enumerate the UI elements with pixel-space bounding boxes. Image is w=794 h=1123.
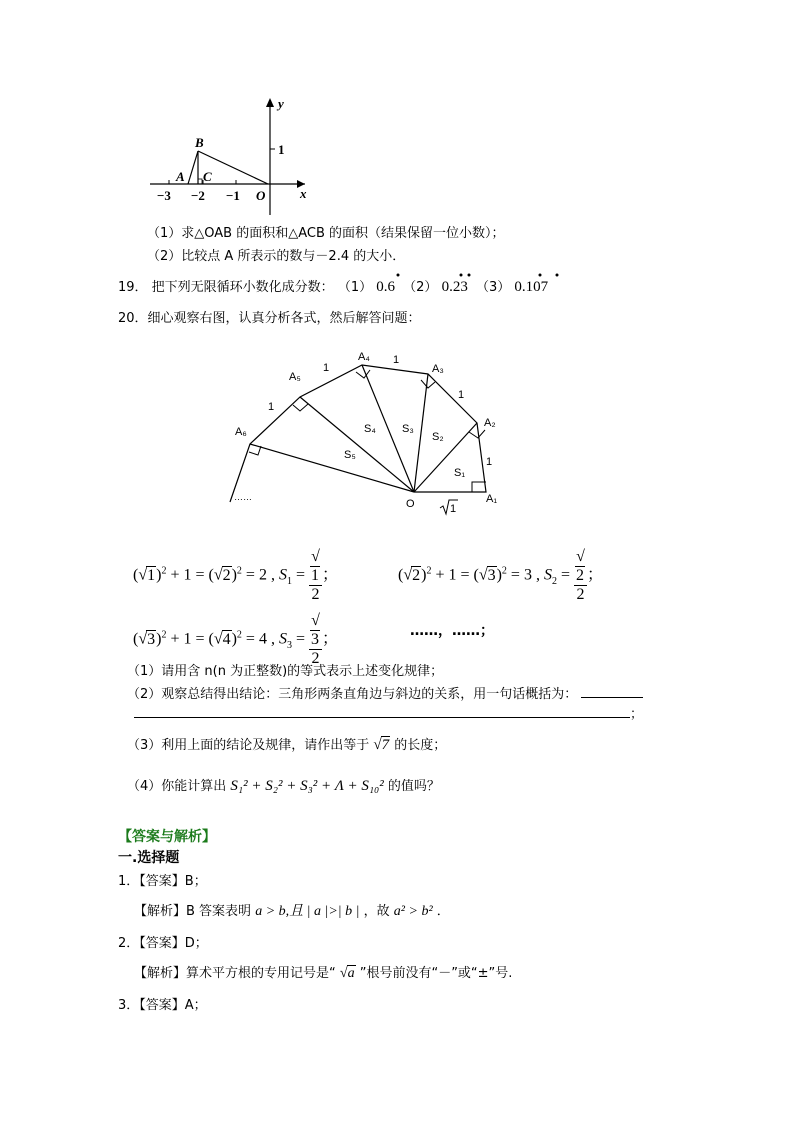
answers-heading: 【答案与解析】 [118, 829, 216, 845]
label-origin: O [406, 498, 415, 510]
label-a2: A₂ [484, 417, 496, 429]
x-tick-label-m1: −1 [226, 188, 240, 203]
answer-blank-2[interactable] [134, 717, 630, 718]
section-title: 一.选择题 [118, 850, 180, 866]
label-s3: S₃ [402, 423, 414, 435]
right-angle-a6 [249, 446, 261, 455]
answer-3: 3．【答案】A； [118, 998, 207, 1013]
spiral-outline [230, 365, 486, 502]
label-s5: S₅ [344, 449, 356, 461]
point-c-label: C [203, 169, 212, 184]
spoke-oa6 [250, 444, 414, 492]
answer-1: 1．【答案】B； [118, 874, 207, 889]
repeating-dots [0, 270, 794, 310]
q19-part1-label: （1） [337, 280, 373, 295]
equation-1: $(√1)^2 + 1 = (√2)^2 = 2$ , $S_1$ = √ 1 2 ； [133, 548, 338, 603]
explanation-2: 【解析】算术平方根的专用记号是“ √a ”根号前没有“－”或“±”号. [134, 966, 513, 981]
label-a3: A₃ [432, 363, 444, 375]
right-angle-mark-c [198, 179, 202, 184]
label-one-a4a5: 1 [323, 362, 330, 374]
q18-sub1: （1）求△OAB 的面积和△ACB 的面积（结果保留一位小数）； [147, 226, 505, 241]
label-a5: A₅ [289, 371, 301, 383]
equation-2: $(√2)^2 + 1 = (√3)^2 = 3$ , $S_2$ = √ 2 2 ； [398, 548, 603, 603]
spoke-oa3 [414, 374, 428, 492]
x-axis-label: x [300, 186, 307, 201]
right-angle-a4 [356, 370, 370, 378]
right-angle-a3 [421, 380, 435, 388]
q19-value-1: 0.6 [376, 279, 395, 295]
q20-sub2-line2: ； [134, 703, 643, 722]
segment-ab [188, 151, 198, 184]
q20-sub1: （1）请用含 n(n 为正整数)的等式表示上述变化规律； [127, 664, 444, 679]
label-s1: S₁ [454, 467, 466, 479]
q20-sub3: （3）利用上面的结论及规律，请作出等于 √7 的长度； [127, 737, 447, 753]
label-a6: A₆ [235, 426, 247, 438]
answer-blank-1[interactable] [581, 697, 643, 698]
label-one-a5a6: 1 [268, 401, 275, 413]
label-a4: A₄ [358, 351, 370, 363]
label-s4: S₄ [364, 423, 376, 435]
label-sqrt-one: 1 [450, 503, 457, 515]
q20-text: 20．细心观察右图，认真分析各式，然后解答问题： [118, 311, 421, 326]
spoke-oa5 [300, 397, 414, 492]
label-s2: S₂ [432, 431, 444, 443]
spoke-oa2 [414, 423, 477, 492]
right-angle-a5 [293, 404, 308, 411]
q19-value-3: 0.107 [514, 279, 549, 295]
label-one-a2a3: 1 [458, 389, 465, 401]
equation-3: $(√3)^2 + 1 = (√4)^2 = 4$ , $S_3$ = √ 3 2 ； [133, 612, 338, 667]
y-arrowhead [266, 98, 274, 107]
label-dots: …… [234, 492, 252, 502]
origin-label: O [256, 188, 266, 203]
label-a1: A₁ [486, 493, 498, 505]
y-axis-label: y [278, 96, 284, 111]
q18-sub2: （2）比较点 A 所表示的数与－2.4 的大小． [147, 249, 406, 264]
right-angle-a2 [469, 430, 485, 438]
label-one-a1a2: 1 [486, 456, 493, 468]
q19-part2-label: （2） [403, 280, 438, 295]
answer-2: 2．【答案】D； [118, 936, 208, 951]
explanation-1: 【解析】B 答案表明 a > b,且 | a |>| b | ，故 a² > b² ． [134, 904, 450, 919]
q19-value-2: 0.23 [441, 279, 468, 295]
x-tick-label-m2: −2 [191, 188, 205, 203]
point-a-label: A [176, 169, 185, 184]
q19-part3-label: （3） [475, 280, 511, 295]
q19-text: 19． 把下列无限循环小数化成分数： [118, 280, 334, 295]
q20-sub2: （2）观察总结得出结论：三角形两条直角边与斜边的关系，用一句话概括为： [127, 683, 643, 702]
y-tick-label-1: 1 [278, 142, 285, 157]
right-angle-a1 [472, 482, 486, 492]
point-b-label: B [195, 135, 204, 150]
spiral-figure [0, 340, 794, 520]
coordinate-figure [0, 0, 794, 220]
x-tick-label-m3: −3 [157, 188, 171, 203]
equation-ellipsis: ……，……； [410, 623, 494, 639]
q20-sub4: （4）你能计算出 S₁² + S₂² + S₃² + Λ + S₁₀² 的值吗？ [127, 778, 440, 794]
label-one-a3a4: 1 [393, 354, 400, 366]
